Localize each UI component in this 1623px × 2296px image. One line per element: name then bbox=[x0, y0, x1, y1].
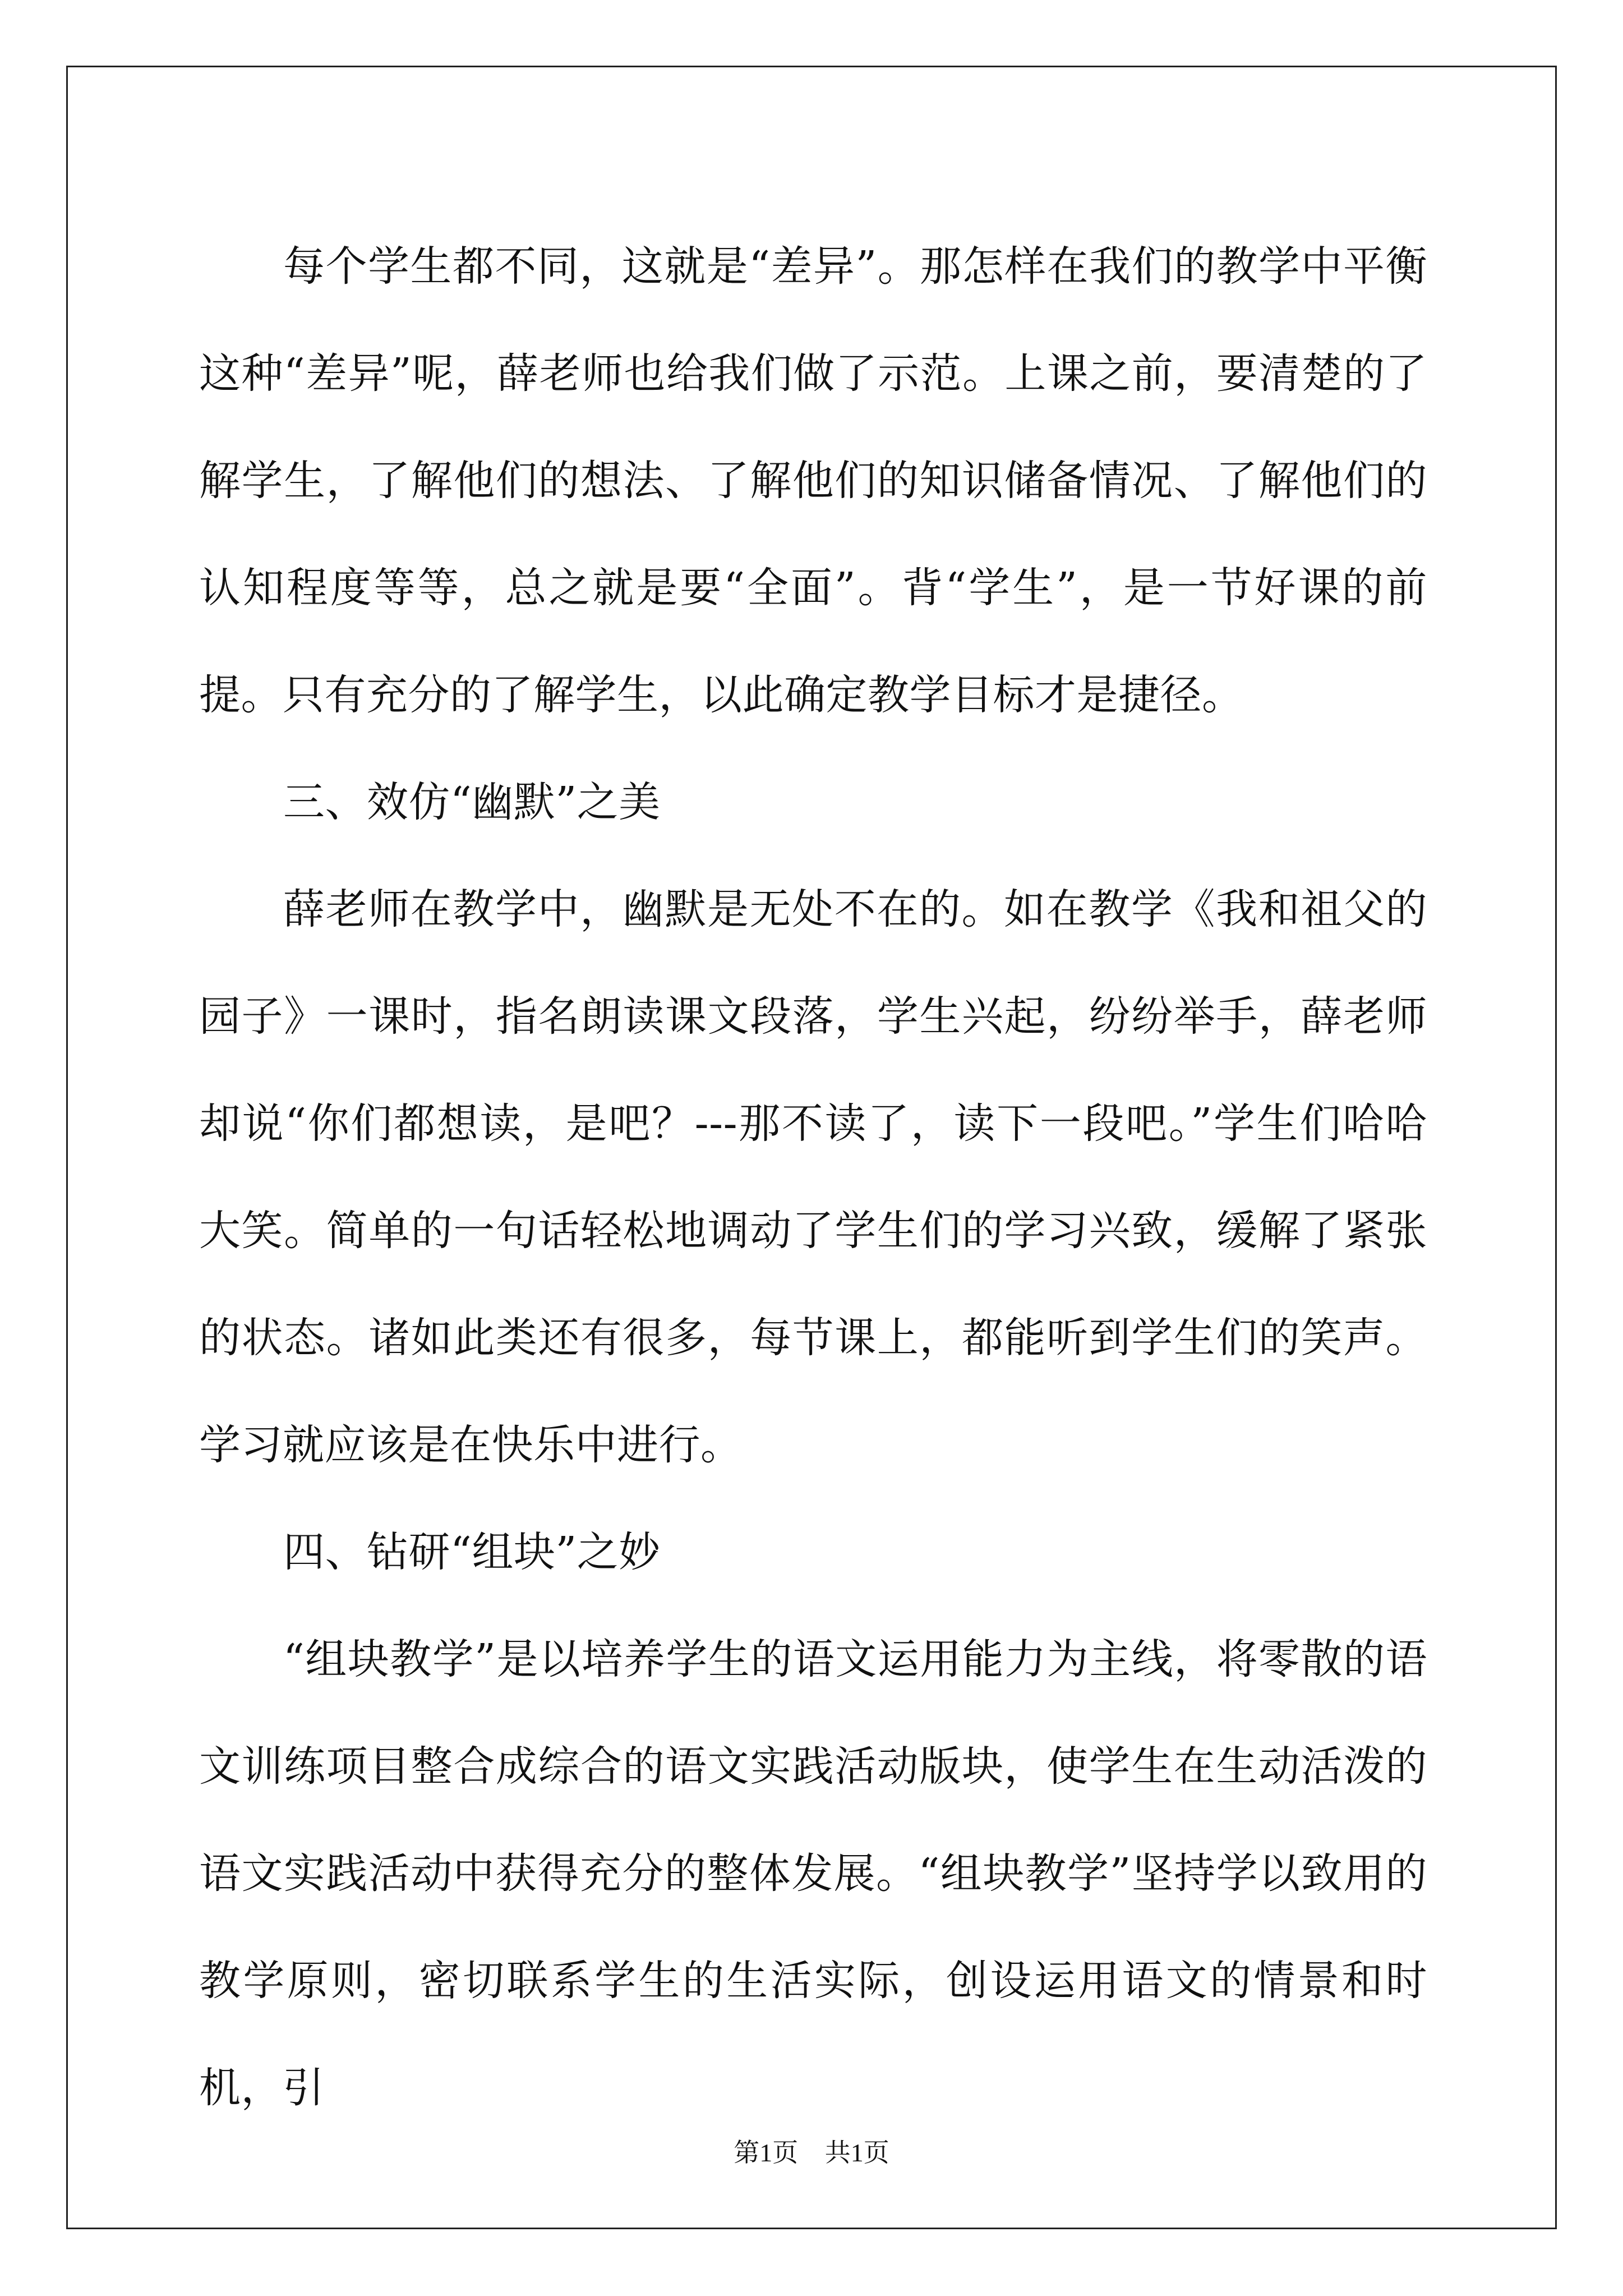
paragraph-chunk-teaching: “组块教学”是以培养学生的语文运用能力为主线，将零散的语文训练项目整合成综合的语文实践活动版块，使学生在生动活泼的语文实践活动中获得充分的整体发展。“组块教学”坚持学以致用的教学原则，密切联系学生的生活实际，创设运用语文的情景和时机，引 bbox=[199, 1635, 1427, 2112]
document-body bbox=[199, 213, 1427, 2142]
section-heading-chunk: 四、钻研“组块”之妙 bbox=[283, 1528, 661, 1576]
paragraph-differences: 每个学生都不同，这就是“差异”。那怎样在我们的教学中平衡这种“差异”呢，薛老师也给我们做了示范。上课之前，要清楚的了解学生，了解他们的想法、了解他们的知识储备情况、了解他们的认知程度等等，总之就是要“全面”。背“学生”，是一节好课的前提。只有充分的了解学生，以此确定教学目标才是捷径。 bbox=[199, 242, 1427, 719]
page-total: 共1页 bbox=[824, 2138, 889, 2167]
page-footer bbox=[0, 2136, 1623, 2170]
paragraph-humor: 薛老师在教学中，幽默是无处不在的。如在教学《我和祖父的园子》一课时，指名朗读课文段落，学生兴起，纷纷举手，薛老师却说“你们都想读，是吧？---那不读了，读下一段吧。”学生们哈哈大笑。简单的一句话轻松地调动了学生们的学习兴致，缓解了紧张的状态。诸如此类还有很多，每节课上，都能听到学生们的笑声。学习就应该是在快乐中进行。 bbox=[199, 885, 1427, 1469]
section-heading-humor: 三、效仿“幽默”之美 bbox=[283, 778, 661, 826]
page-number: 第1页 bbox=[734, 2138, 799, 2167]
